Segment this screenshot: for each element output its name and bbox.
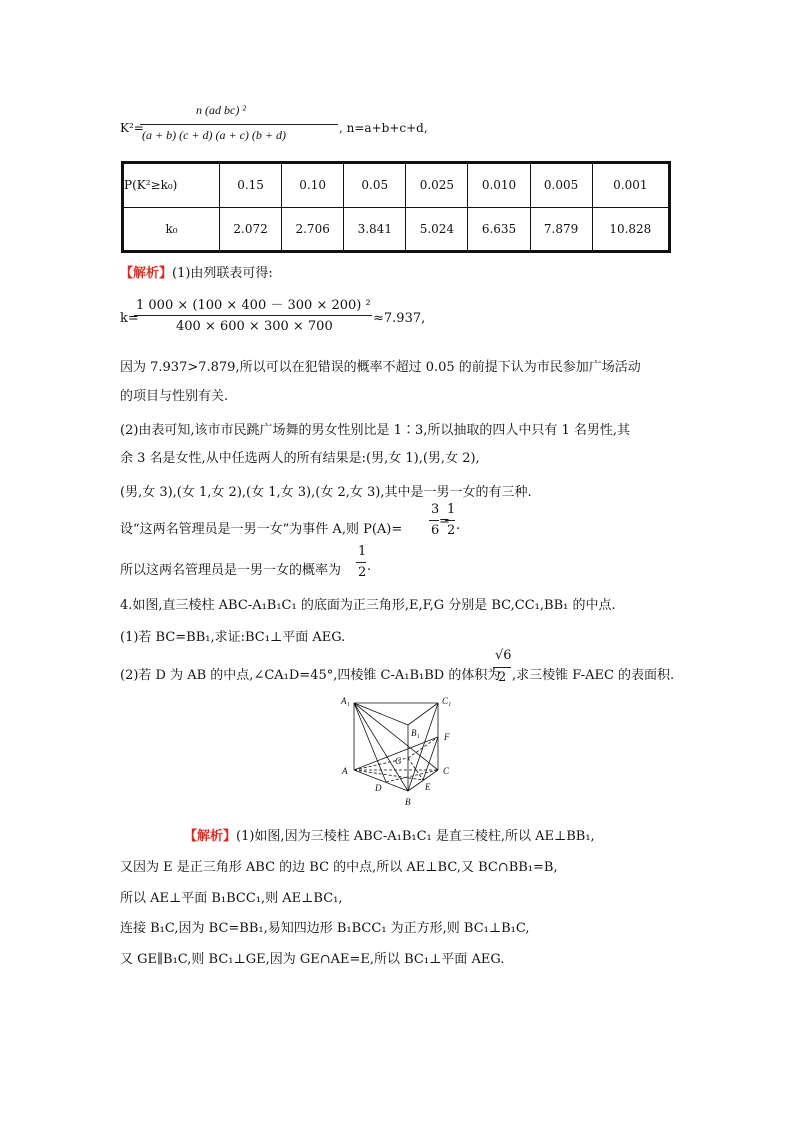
table-row-header: P(K²≥k₀) <box>123 163 220 208</box>
formula-fraction-line <box>140 124 338 125</box>
table-cell: 2.706 <box>282 207 344 252</box>
analysis-line: (1)如图,因为三棱柱 ABC-A₁B₁C₁ 是直三棱柱,所以 AE⊥BB₁, <box>236 829 595 844</box>
table-cell: 0.15 <box>220 163 282 208</box>
analysis-line: (男,女 3),(女 1,女 2),(女 1,女 3),(女 2,女 3),其中是一男一女的有三种. <box>120 485 532 500</box>
label-D: D <box>375 783 382 793</box>
table-cell: 5.024 <box>406 207 468 252</box>
k-lhs: k= <box>120 311 139 326</box>
fraction-numerator: 1 <box>358 544 367 559</box>
analysis-paragraph <box>184 825 595 844</box>
sqrt-numerator: √6 <box>495 648 512 663</box>
table-row <box>123 163 670 208</box>
period: . <box>456 518 461 533</box>
analysis-line: 又因为 E 是正三角形 ABC 的边 BC 的中点,所以 AE⊥BC,又 BC∩BB₁=B, <box>120 860 558 875</box>
analysis-line: 所以这两名管理员是一男一女的概率为 <box>120 563 342 578</box>
label-C1: C₁ <box>442 696 452 706</box>
critical-value-table <box>121 161 671 253</box>
label-B: B <box>405 797 411 807</box>
table-cell: 0.025 <box>406 163 468 208</box>
fraction-denominator: 6 <box>431 523 440 538</box>
table-cell: 10.828 <box>592 207 669 252</box>
analysis-line: 的项目与性别有关. <box>120 389 229 404</box>
table-cell: 0.10 <box>282 163 344 208</box>
analysis-tag: 【解析】 <box>184 829 237 844</box>
table-cell: 0.05 <box>344 163 406 208</box>
problem-line: (1)若 BC=BB₁,求证:BC₁⊥平面 AEG. <box>120 630 346 645</box>
table-cell: 0.001 <box>592 163 669 208</box>
label-B1: B₁ <box>411 728 420 738</box>
fraction-denominator: 2 <box>358 565 367 580</box>
table-cell: 0.010 <box>468 163 530 208</box>
label-E: E <box>425 782 431 792</box>
formula-numerator: n (ad bc) ² <box>196 103 246 117</box>
table-cell: 3.841 <box>344 207 406 252</box>
analysis-paragraph <box>120 262 273 281</box>
label-G: G <box>395 756 402 766</box>
equals-sign: = <box>439 514 450 529</box>
label-A: A <box>342 766 348 776</box>
analysis-line: 连接 B₁C,因为 BC=BB₁,易知四边形 B₁BCC₁ 为正方形,则 BC₁⊥B₁C, <box>120 921 530 936</box>
problem-line: (2)若 D 为 AB 的中点,∠CA₁D=45°,四棱锥 C-A₁B₁BD 的体积为 <box>120 668 501 683</box>
table-cell: 7.879 <box>530 207 592 252</box>
table-cell: 2.072 <box>220 207 282 252</box>
k-numerator: 1 000 × (100 × 400 － 300 × 200) ² <box>136 298 371 313</box>
table-cell: 0.005 <box>530 163 592 208</box>
fraction-denominator: 2 <box>498 670 507 685</box>
analysis-line: 又 GE∥B₁C,则 BC₁⊥GE,因为 GE∩AE=E,所以 BC₁⊥平面 AEG. <box>120 952 505 967</box>
fraction-line <box>493 667 511 668</box>
problem-line: 4.如图,直三棱柱 ABC-A₁B₁C₁ 的底面为正三角形,E,F,G 分别是 BC,CC₁,BB₁ 的中点. <box>120 598 616 613</box>
analysis-line: 所以 AE⊥平面 B₁BCC₁,则 AE⊥BC₁, <box>120 891 343 906</box>
k-tail: ≈7.937, <box>373 311 426 326</box>
analysis-tag: 【解析】 <box>120 266 173 281</box>
analysis-line: 余 3 名是女性,从中任选两人的所有结果是:(男,女 1),(男,女 2), <box>120 451 480 466</box>
label-F: F <box>444 732 450 742</box>
fraction-numerator: 1 <box>447 502 456 517</box>
label-A1: A₁ <box>341 696 350 706</box>
formula-lhs: K²= <box>120 121 144 135</box>
k-fraction-line <box>134 315 372 316</box>
analysis-line: (1)由列联表可得: <box>172 266 273 281</box>
analysis-line: 因为 7.937>7.879,所以可以在犯错误的概率不超过 0.05 的前提下认为市民参加广场活动 <box>120 360 641 375</box>
problem-line-tail: ,求三棱锥 F-AEC 的表面积. <box>512 668 675 683</box>
fraction-line <box>445 520 455 521</box>
table-row <box>123 207 670 252</box>
table-cell: 6.635 <box>468 207 530 252</box>
label-C: C <box>443 766 450 776</box>
period: . <box>367 559 372 574</box>
fraction-line <box>356 562 366 563</box>
figure-lines <box>354 703 438 791</box>
fraction-numerator: 3 <box>431 502 440 517</box>
table-row-header: k₀ <box>123 207 220 252</box>
prism-figure <box>338 690 468 812</box>
fraction-denominator: 2 <box>447 523 456 538</box>
analysis-line: (2)由表可知,该市市民跳广场舞的男女性别比是 1∶3,所以抽取的四人中只有 1 名男性,其 <box>120 423 631 438</box>
analysis-line: 设“这两名管理员是一男一女”为事件 A,则 P(A)= <box>120 522 403 537</box>
formula-denominator: (a + b) (c + d) (a + c) (b + d) <box>142 128 287 142</box>
k-denominator: 400 × 600 × 300 × 700 <box>176 319 333 334</box>
fraction-line <box>429 520 439 521</box>
formula-tail: , n=a+b+c+d, <box>339 121 428 135</box>
